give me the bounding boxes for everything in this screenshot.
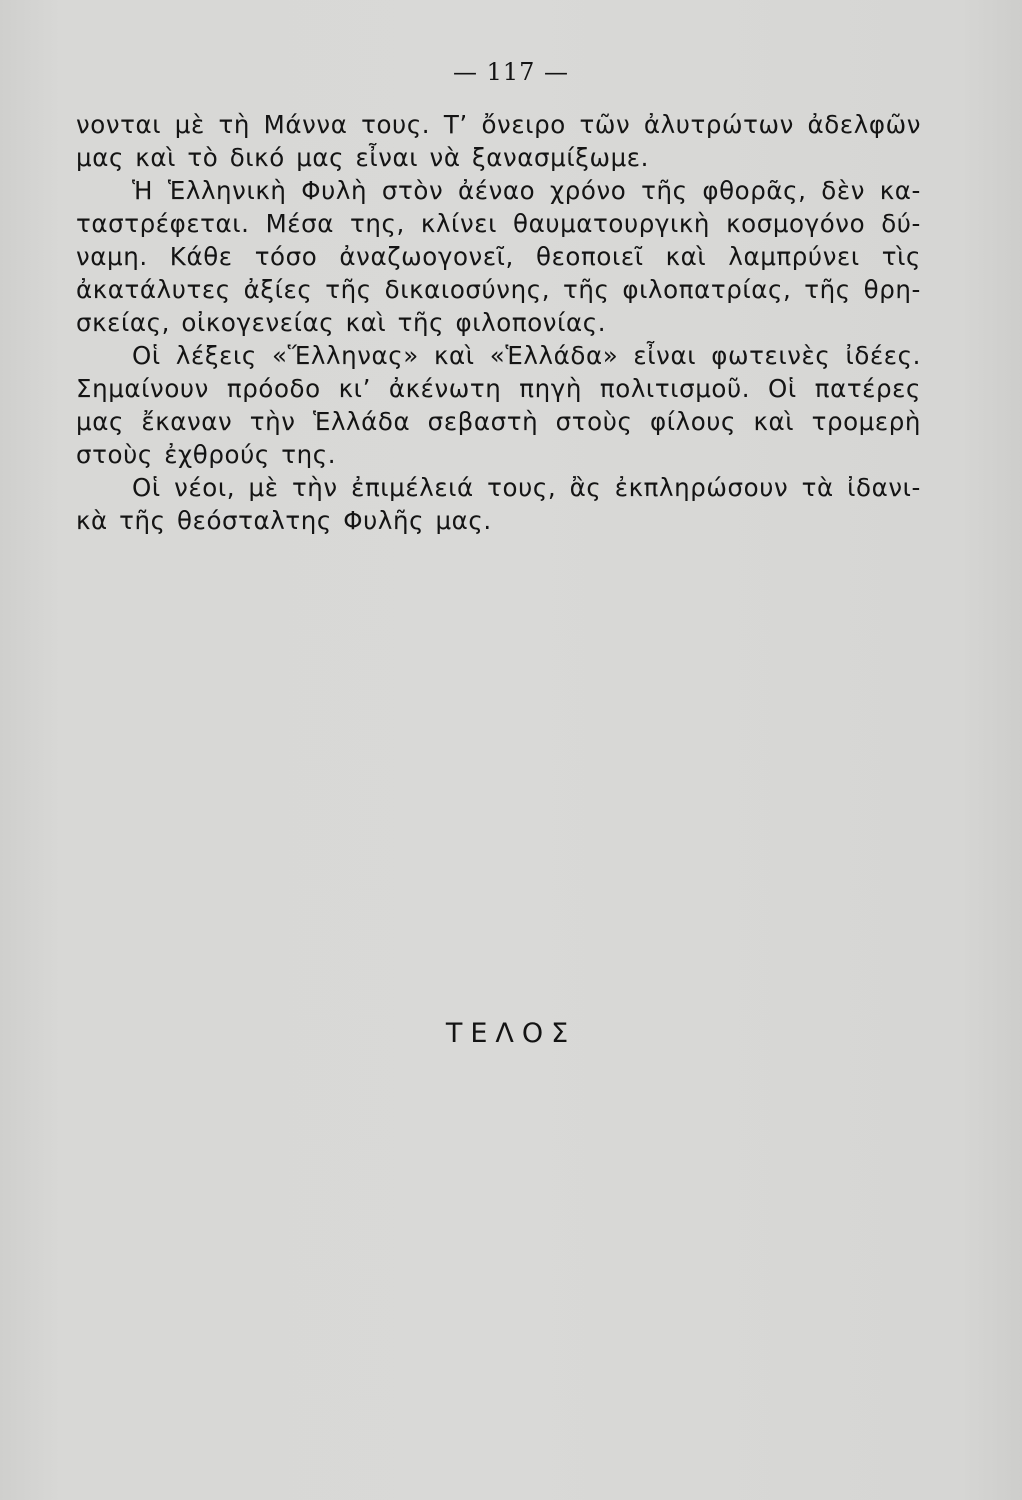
- text-line: σκείας, οἰκογενείας καὶ τῆς φιλοπονίας.: [76, 308, 607, 337]
- page-number: — 117 —: [452, 58, 570, 86]
- the-end-heading: ΤΕΛΟΣ: [445, 1018, 577, 1049]
- text-line: κὰ τῆς θεόσταλτης Φυλῆς μας.: [76, 506, 492, 535]
- text-line: ναμη. Κάθε τόσο ἀναζωογονεῖ, θεοποιεῖ καὶ λαμπρύνει τὶς: [76, 242, 921, 271]
- text-line: ἀκατάλυτες ἀξίες τῆς δικαιοσύνης, τῆς φιλοπατρίας, τῆς θρη-: [76, 275, 921, 304]
- body-text: [76, 108, 921, 537]
- text-line: ταστρέφεται. Μέσα της, κλίνει θαυματουργικὴ κοσμογόνο δύ-: [76, 209, 921, 238]
- text-line: νονται μὲ τὴ Μάννα τους. Τ’ ὄνειρο τῶν ἀλυτρώτων ἀδελφῶν: [76, 110, 921, 139]
- text-line: μας καὶ τὸ δικό μας εἶναι νὰ ξανασμίξωμε.: [76, 143, 650, 172]
- text-line: Ἡ Ἑλληνικὴ Φυλὴ στὸν ἀέναο χρόνο τῆς φθορᾶς, δὲν κα-: [132, 176, 921, 205]
- text-line: μας ἔκαναν τὴν Ἑλλάδα σεβαστὴ στοὺς φίλους καὶ τρομερὴ: [76, 407, 921, 436]
- text-line: Οἱ νέοι, μὲ τὴν ἐπιμέλειά τους, ἂς ἐκπληρώσουν τὰ ἰδανι-: [132, 473, 921, 502]
- text-line: στοὺς ἐχθρούς της.: [76, 440, 337, 469]
- text-line: Σημαίνουν πρόοδο κι’ ἀκένωτη πηγὴ πολιτισμοῦ. Οἱ πατέρες: [76, 374, 921, 403]
- text-line: Οἱ λέξεις «Ἕλληνας» καὶ «Ἑλλάδα» εἶναι φωτεινὲς ἰδέες.: [132, 341, 921, 370]
